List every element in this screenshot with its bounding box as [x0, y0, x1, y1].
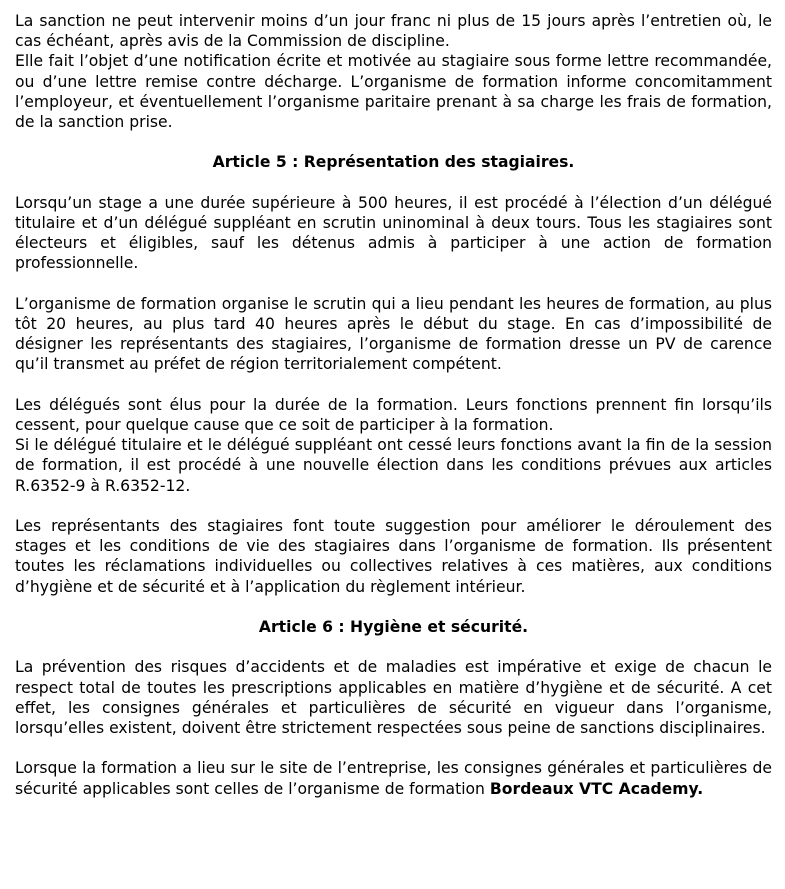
spacer	[15, 738, 772, 758]
document-body	[15, 11, 772, 799]
article-5-heading: Article 5 : Représentation des stagiaires.	[212, 153, 575, 172]
spacer	[15, 597, 772, 617]
spacer	[15, 132, 772, 152]
intro-paragraph-sanction-delay: La sanction ne peut intervenir moins d’un jour franc ni plus de 15 jours après l’entretien où, le cas échéant, après avis de la Commission de discipline.	[15, 12, 772, 51]
site-rules-text: Lorsque la formation a lieu sur le site de l’entreprise, les consignes générales et particulières de sécurité applicables sont celles de l’organisme de formation	[15, 759, 772, 798]
spacer	[15, 173, 772, 193]
article-5-paragraph-duration: Les délégués sont élus pour la durée de la formation. Leurs fonctions prennent fin lorsqu’ils cessent, pour quelque cause que ce soit de participer à la formation.	[15, 395, 772, 434]
spacer	[15, 496, 772, 516]
organisme-name: Bordeaux VTC Academy.	[489, 779, 704, 798]
article-6-heading: Article 6 : Hygiène et sécurité.	[258, 618, 529, 636]
article-6-paragraph-prevention: La prévention des risques d’accidents et de maladies est impérative et exige de chacun le respect total de toutes les prescriptions applicables en matière d’hygiène et de sécurité. A cet effet, les consignes générales et particulières de sécurité en vigueur dans l’organisme, lorsqu’elles existent, doivent être strictement respectées sous peine de sanctions disciplinaires.	[15, 658, 772, 737]
spacer	[15, 637, 772, 657]
article-6-paragraph-site-rules	[15, 758, 772, 798]
spacer	[15, 274, 772, 294]
article-5-paragraph-election: Lorsqu’un stage a une durée supérieure à 500 heures, il est procédé à l’élection d’un délégué titulaire et d’un délégué suppléant en scrutin uninominal à deux tours. Tous les stagiaires sont électeurs et éligibles, sauf les détenus admis à participer à une action de formation professionnelle.	[15, 193, 772, 273]
intro-paragraph-notification: Elle fait l’objet d’une notification écrite et motivée au stagiaire sous forme lettre recommandée, ou d’une lettre remise contre décharge. L’organisme de formation informe concomitamment l’employeur, et éventuellement l’organisme paritaire prenant à sa charge les frais de formation, de la sanction prise.	[15, 52, 772, 132]
article-5-paragraph-new-election: Si le délégué titulaire et le délégué suppléant ont cessé leurs fonctions avant la fin de la session de formation, il est procédé à une nouvelle élection dans les conditions prévues aux articles R.6352-9 à R.6352-12.	[15, 436, 772, 495]
spacer	[15, 375, 772, 395]
article-5-paragraph-scrutin: L’organisme de formation organise le scrutin qui a lieu pendant les heures de formation, au plus tôt 20 heures, au plus tard 40 heures après le début du stage. En cas d’impossibilité de désigner les représentants des stagiaires, l’organisme de formation dresse un PV de carence qu’il transmet au préfet de région territorialement compétent.	[15, 294, 772, 374]
article-5-paragraph-suggestions: Les représentants des stagiaires font toute suggestion pour améliorer le déroulement des stages et les conditions de vie des stagiaires dans l’organisme de formation. Ils présentent toutes les réclamations individuelles ou collectives relatives à ces matières, aux conditions d’hygiène et de sécurité et à l’application du règlement intérieur.	[15, 517, 772, 596]
